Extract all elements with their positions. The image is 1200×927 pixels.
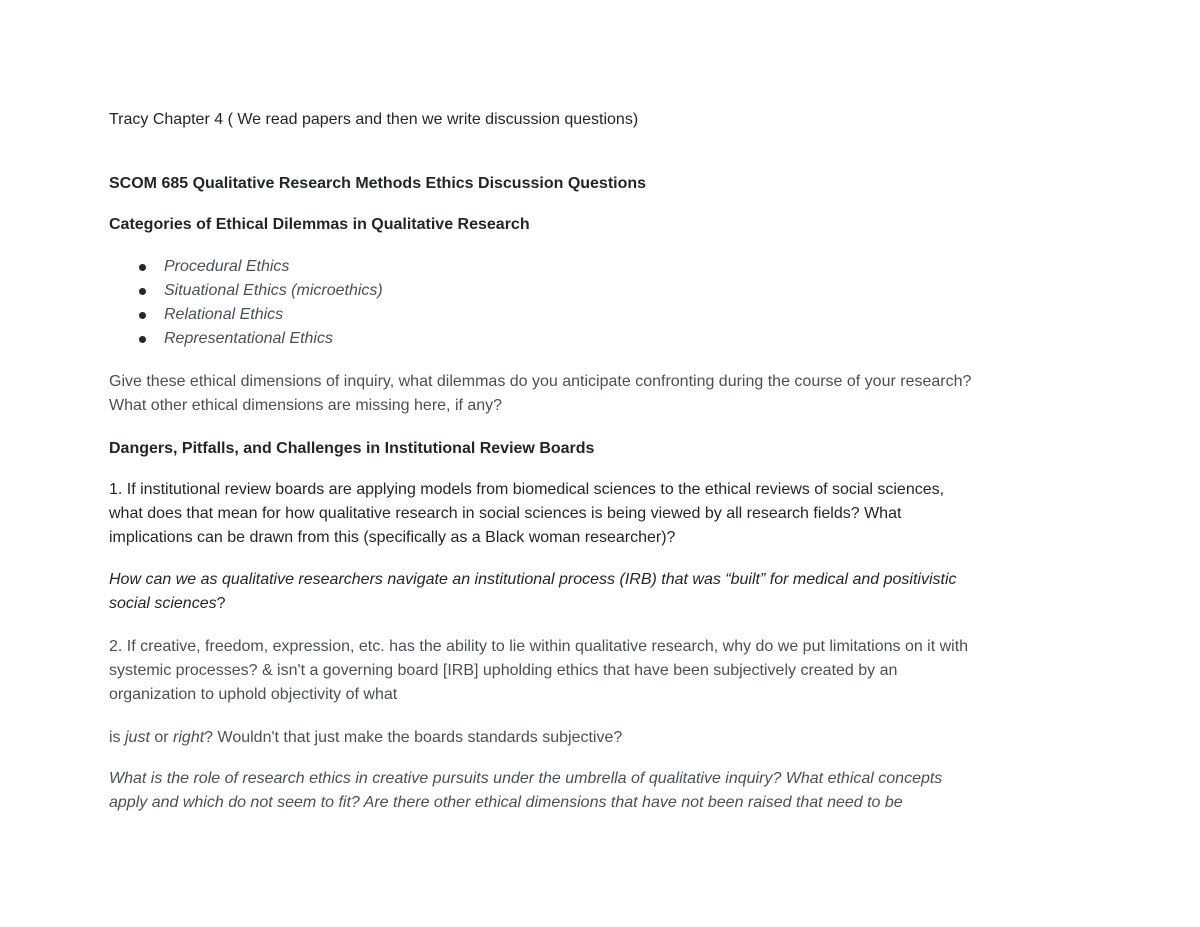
bullet-icon — [139, 288, 146, 295]
irb-heading: Dangers, Pitfalls, and Challenges in Institutional Review Boards — [109, 440, 595, 457]
question-1-line: implications can be drawn from this (specifically as a Black woman researcher)? — [109, 529, 676, 546]
prompt-1-line — [109, 592, 1109, 616]
q2b-is: is — [109, 729, 125, 746]
prompt-1-line: How can we as qualitative researchers navigate an institutional process (IRB) that was “built” for medical and positivistic — [109, 571, 957, 588]
question-2-line: 2. If creative, freedom, expression, etc. has the ability to lie within qualitative research, why do we put limitations on it with — [109, 638, 969, 655]
list-item-label: Relational Ethics — [164, 306, 284, 323]
question-intro — [109, 370, 1109, 418]
question-1 — [109, 478, 1109, 550]
list-item — [109, 327, 709, 351]
prompt-1-text: social sciences — [109, 595, 217, 612]
list-item — [109, 255, 709, 279]
categories-list — [109, 255, 709, 351]
prompt-2-line: What is the role of research ethics in creative pursuits under the umbrella of qualitative inquiry? What ethical concepts — [109, 770, 943, 787]
question-2-line: organization to uphold objectivity of what — [109, 686, 398, 703]
question-2-line: systemic processes? & isn't a governing board [IRB] upholding ethics that have been subjectively created by an — [109, 662, 898, 679]
prompt-2 — [109, 767, 1109, 815]
document-title: Tracy Chapter 4 ( We read papers and then we write discussion questions) — [109, 111, 639, 128]
question-1-line: what does that mean for how qualitative research in social sciences is being viewed by all research fields? What — [109, 505, 902, 522]
question-2 — [109, 635, 1109, 707]
question-intro-line: What other ethical dimensions are missing here, if any? — [109, 397, 503, 414]
list-item — [109, 279, 709, 303]
list-item — [109, 303, 709, 327]
q2b-rest: ? Wouldn't that just make the boards standards subjective? — [204, 729, 623, 746]
bullet-icon — [139, 312, 146, 319]
list-item-label: Procedural Ethics — [164, 258, 290, 275]
list-item-label: Representational Ethics — [164, 330, 333, 347]
prompt-2-line: apply and which do not seem to fit? Are there other ethical dimensions that have not been raised that need to be — [109, 794, 903, 811]
question-intro-line: Give these ethical dimensions of inquiry, what dilemmas do you anticipate confronting during the course of your research? — [109, 373, 972, 390]
prompt-1 — [109, 568, 1109, 616]
q2b-or: or — [149, 729, 174, 746]
categories-heading: Categories of Ethical Dilemmas in Qualitative Research — [109, 216, 530, 233]
bullet-icon — [139, 336, 146, 343]
prompt-1-question-mark: ? — [216, 595, 226, 612]
list-item-label: Situational Ethics (microethics) — [164, 282, 383, 299]
question-2-continuation — [109, 726, 622, 750]
question-1-line: 1. If institutional review boards are applying models from biomedical sciences to the ethical reviews of social sciences, — [109, 481, 945, 498]
bullet-icon — [139, 264, 146, 271]
main-heading: SCOM 685 Qualitative Research Methods Ethics Discussion Questions — [109, 175, 647, 192]
q2b-just: just — [125, 729, 150, 746]
q2b-right: right — [173, 729, 205, 746]
